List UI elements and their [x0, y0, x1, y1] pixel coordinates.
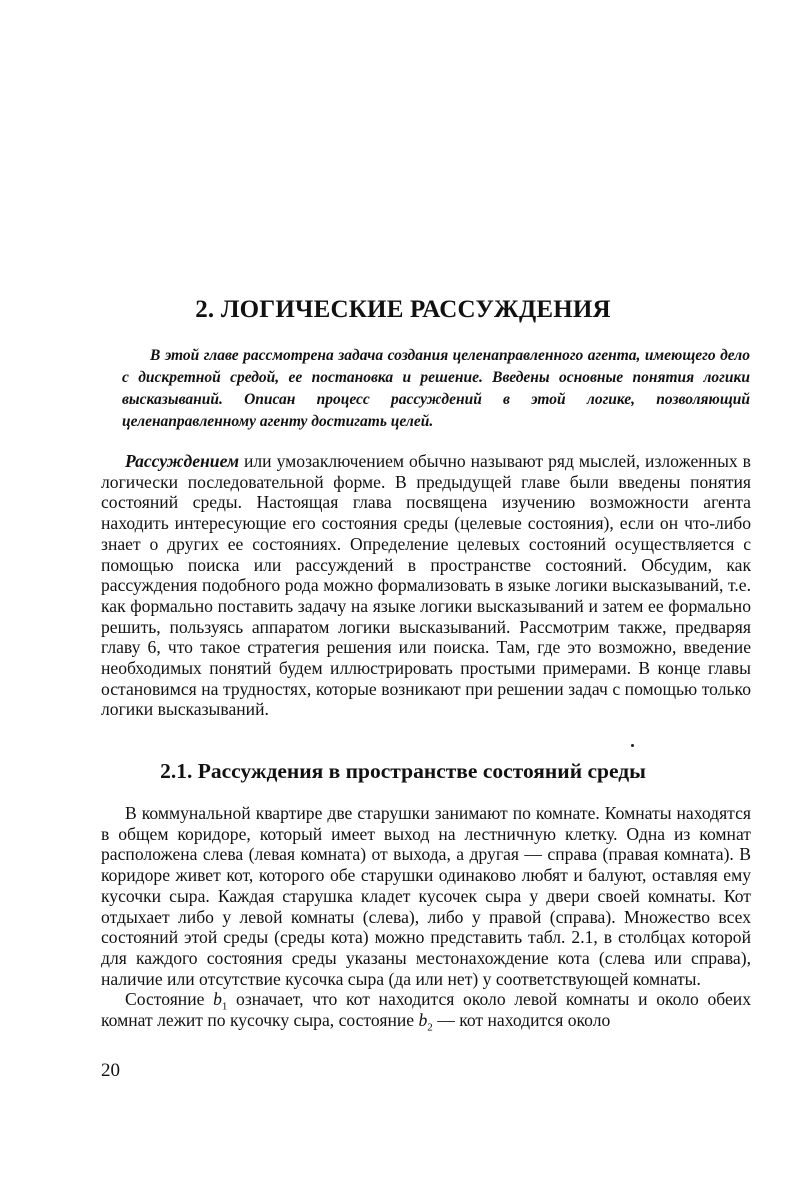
- intro-section: [101, 451, 751, 720]
- paragraph-text: Состояние: [125, 989, 214, 1010]
- section-body: [101, 803, 751, 1034]
- section-paragraph-1: В коммунальной квартире две старушки занимают по комнате. Комнаты находятся в общем коридоре, который имеет выход на лестничную клетку. Одна из комнат расположена слева (левая комната) от выхода, а другая — справа (правая комната). В коридоре живет кот, которого обе старушки одинаково любят и балуют, оставляя ему кусочки сыра. Каждая старушка кладет кусочек сыра у двери своей комнаты. Кот отдыхает либо у левой комнаты (слева), либо у правой (справа). Множество всех состояний этой среды (среды кота) можно представить табл. 2.1, в столбцах которой для каждого состояния среды указаны местонахождение кота (слева или справа), наличие или отсутствие кусочка сыра (да или нет) у соответствующей комнаты.: [101, 803, 751, 989]
- page-number: 20: [101, 1060, 120, 1081]
- state-subscript: 1: [221, 1000, 228, 1013]
- print-speck: [631, 744, 634, 747]
- defined-term: Рассуждением: [125, 451, 240, 471]
- state-variable: b: [213, 989, 222, 1010]
- chapter-title: 2. ЛОГИЧЕСКИЕ РАССУЖДЕНИЯ: [195, 296, 611, 323]
- chapter-abstract: В этой главе рассмотрена задача создания целенаправленного агента, имеющего дело с дискретной средой, ее постановка и решение. Введены основные понятия логики высказываний. Описан процесс рассуждений в этой логике, позволяющий целенаправленному агенту достигать целей.: [122, 347, 750, 430]
- intro-paragraph: [101, 451, 751, 720]
- state-variable: b: [418, 1010, 428, 1031]
- section-paragraph-2: [101, 989, 751, 1034]
- paragraph-text: — кот находится около: [432, 1010, 611, 1031]
- section-heading: 2.1. Рассуждения в пространстве состояний среды: [160, 759, 646, 783]
- state-subscript: 2: [427, 1021, 433, 1034]
- intro-text: или умозаключением обычно называют ряд мыслей, изложенных в логически последовательной форме. В предыдущей главе были введены понятия состояний среды. Настоящая глава посвящена изучению возможности агента находить интересующие его состояния среды (целевые состояния), если он что-либо знает о других ее состояниях. Определение целевых состояний осуществляется с помощью поиска или рассуждений в пространстве состояний. Обсудим, как рассуждения подобного рода можно формализовать в языке логики высказываний, т.е. как формально поставить задачу на языке логики высказываний и затем ее формально решить, пользуясь аппаратом логики высказываний. Рассмотрим также, предваряя главу 6, что такое стратегия решения или поиска. Там, где это возможно, введение необходимых понятий будем иллюстрировать простыми примерами. В конце главы остановимся на трудностях, которые возникают при решении задач с помощью только логики высказываний.: [101, 451, 751, 720]
- paragraph-text: означает, что кот находится около левой комнаты и около обеих комнат лежит по кусочку сыра, состояние: [101, 989, 751, 1031]
